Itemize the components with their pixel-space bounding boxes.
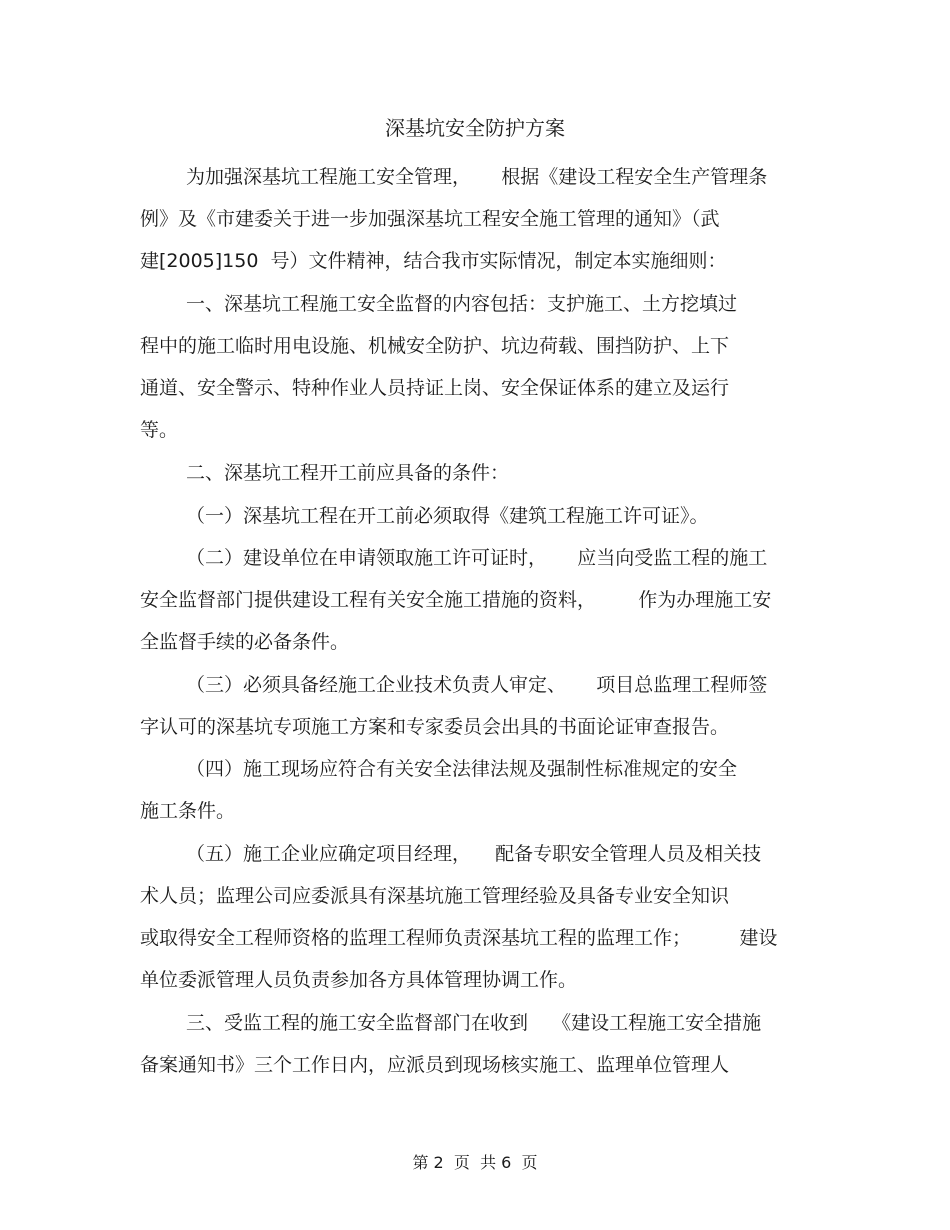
paragraph-line-17: （五）施工企业应确定项目经理， 配备专职安全管理人员及相关技 (186, 843, 762, 865)
paragraph-line-21: 三、受监工程的施工安全监督部门在收到 《建设工程施工安全措施 (186, 1012, 762, 1034)
paragraph-line-22: 备案通知书》三个工作日内，应派员到现场核实施工、监理单位管理人 (140, 1054, 730, 1076)
paragraph-line-12: 全监督手续的必备条件。 (140, 631, 350, 653)
paragraph-line-8: 二、深基坑工程开工前应具备的条件： (186, 462, 510, 484)
paragraph-line-4: 一、深基坑工程施工安全监督的内容包括：支护施工、土方挖填过 (186, 293, 738, 315)
paragraph-line-2: 例》及《市建委关于进一步加强深基坑工程安全施工管理的通知》（武 (140, 208, 720, 230)
paragraph-line-11: 安全监督部门提供建设工程有关安全施工措施的资料， 作为办理施工安 (140, 589, 772, 611)
paragraph-line-13: （三）必须具备经施工企业技术负责人审定、 项目总监理工程师签 (186, 674, 768, 696)
paragraph-line-9: （一）深基坑工程在开工前必须取得《建筑工程施工许可证》。 (186, 505, 709, 527)
paragraph-line-14: 字认可的深基坑专项施工方案和专家委员会出具的书面论证审查报告。 (140, 716, 730, 738)
paragraph-line-15: （四）施工现场应符合有关安全法律法规及强制性标准规定的安全 (186, 758, 738, 780)
paragraph-line-5: 程中的施工临时用电设施、机械安全防护、坑边荷载、围挡防护、上下 (140, 335, 730, 357)
paragraph-line-1: 为加强深基坑工程施工安全管理， 根据《建设工程安全生产管理条 (186, 166, 768, 188)
paragraph-line-7: 等。 (140, 419, 179, 441)
paragraph-line-18: 术人员；监理公司应委派具有深基坑施工管理经验及具备专业安全知识 (140, 885, 730, 907)
paragraph-line-10: （二）建设单位在申请领取施工许可证时， 应当向受监工程的施工 (186, 547, 768, 569)
paragraph-line-20: 单位委派管理人员负责参加各方具体管理协调工作。 (140, 969, 578, 991)
paragraph-line-19: 或取得安全工程师资格的监理工程师负责深基坑工程的监理工作； 建设 (140, 927, 778, 949)
paragraph-line-3: 建[2005]150 号）文件精神，结合我市实际情况，制定本实施细则： (140, 250, 727, 272)
paragraph-line-16: 施工条件。 (140, 800, 236, 822)
document-title: 深基坑安全防护方案 (385, 116, 565, 140)
page-footer: 第 2 页 共 6 页 (412, 1153, 538, 1172)
paragraph-line-6: 通道、安全警示、特种作业人员持证上岗、安全保证体系的建立及运行 (140, 377, 730, 399)
